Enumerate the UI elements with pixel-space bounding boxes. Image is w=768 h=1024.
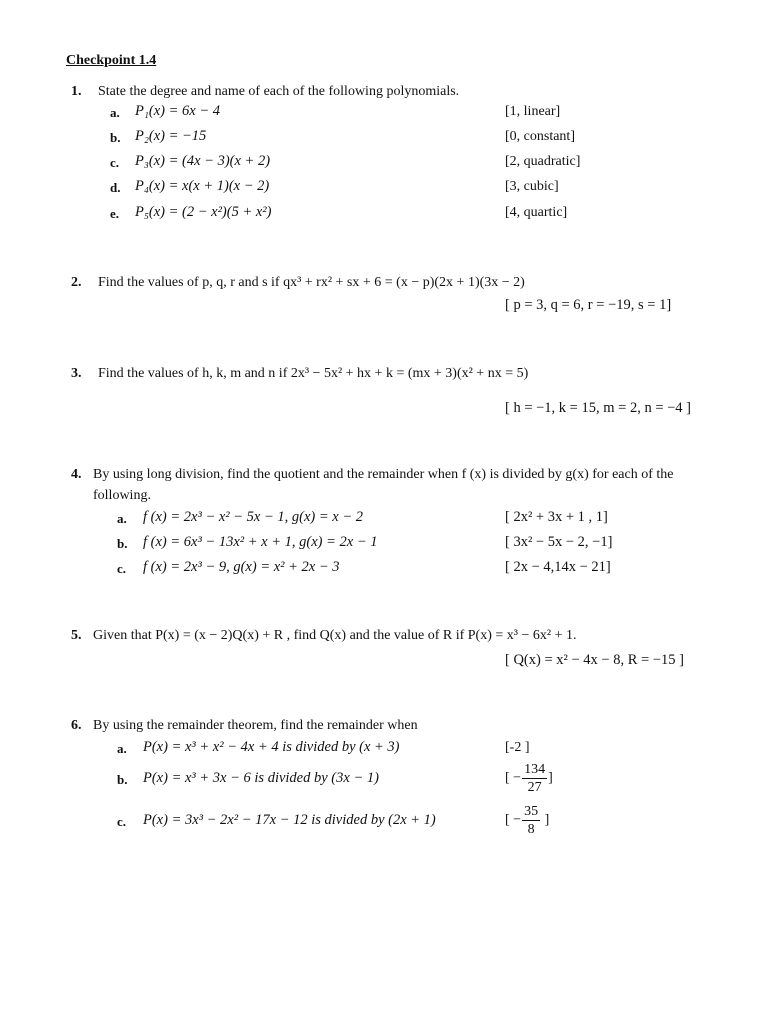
q6-text: By using the remainder theorem, find the remainder when [93, 718, 418, 733]
q3-text: Find the values of h, k, m and n if 2x³ − 5x² + hx + k = (mx + 3)(x² + nx = 5) [98, 366, 529, 381]
q1-text: State the degree and name of each of the following polynomials. [98, 84, 460, 99]
q1e-expression: P₅(x) = (2 − x²)(5 + x²) [135, 204, 272, 220]
q6c-answer-denominator: 8 [527, 822, 535, 837]
q3-answer: [ h = −1, k = 15, m = 2, n = −4 ] [505, 400, 692, 416]
q1c-answer: [2, quadratic] [505, 154, 581, 169]
q1a-expression: P₁(x) = 6x − 4 [135, 103, 220, 119]
q6c-expression: P(x) = 3x³ − 2x² − 17x − 12 is divided by (2x + 1) [143, 812, 436, 828]
q2-text: Find the values of p, q, r and s if qx³ + rx² + sx + 6 = (x − p)(2x + 1)(3x − 2) [98, 275, 525, 290]
q1b-label: b. [110, 130, 121, 145]
q5-number: 5. [71, 628, 82, 643]
q1a-answer: [1, linear] [505, 104, 561, 119]
q6c-label: c. [117, 814, 127, 829]
q6b-answer-denominator: 27 [527, 780, 542, 795]
q6b-answer [505, 761, 553, 796]
q1c-label: c. [110, 155, 120, 170]
page-title: Checkpoint 1.4 [66, 53, 157, 68]
q1e-answer: [4, quartic] [505, 205, 568, 220]
q4b-answer: [ 3x² − 5x − 2, −1] [505, 534, 613, 550]
q6b-label: b. [117, 772, 128, 787]
q6c-answer-suffix: ] [541, 812, 550, 828]
q1b-expression: P₂(x) = −15 [135, 128, 207, 144]
q2-answer: [ p = 3, q = 6, r = −19, s = 1] [505, 297, 672, 313]
q6b-answer-numerator: 134 [524, 762, 546, 777]
q1d-expression: P₄(x) = x(x + 1)(x − 2) [135, 178, 270, 194]
q4a-expression: f (x) = 2x³ − x² − 5x − 1, g(x) = x − 2 [143, 509, 363, 525]
q4c-label: c. [117, 561, 127, 576]
q4c-expression: f (x) = 2x³ − 9, g(x) = x² + 2x − 3 [143, 559, 340, 575]
q6c-answer-fraction [522, 803, 540, 838]
q1a-label: a. [110, 105, 120, 120]
q6a-label: a. [117, 741, 127, 756]
q4a-answer: [ 2x² + 3x + 1 , 1] [505, 509, 608, 525]
q6-number: 6. [71, 718, 82, 733]
q6a-answer: [-2 ] [505, 740, 530, 755]
q6a-expression: P(x) = x³ + x² − 4x + 4 is divided by (x + 3) [143, 739, 400, 755]
q1c-expression: P₃(x) = (4x − 3)(x + 2) [135, 153, 271, 169]
q4-text-line1: By using long division, find the quotient and the remainder when f (x) is divided by g(x) for each of the [93, 467, 674, 482]
q4c-answer: [ 2x − 4,14x − 21] [505, 559, 611, 575]
q6c-answer-prefix: [ − [505, 812, 522, 828]
q1b-answer: [0, constant] [505, 129, 575, 144]
q4a-label: a. [117, 511, 127, 526]
q6c-answer [505, 803, 549, 838]
q3-number: 3. [71, 366, 82, 381]
q5-answer: [ Q(x) = x² − 4x − 8, R = −15 ] [505, 652, 684, 668]
q4b-expression: f (x) = 6x³ − 13x² + x + 1, g(x) = 2x − 1 [143, 534, 378, 550]
q6b-answer-fraction [522, 761, 547, 796]
q1d-label: d. [110, 180, 121, 195]
q1d-answer: [3, cubic] [505, 179, 559, 194]
q6c-answer-numerator: 35 [524, 804, 539, 819]
q1e-label: e. [110, 206, 120, 221]
q4-text-line2: following. [93, 488, 151, 503]
q5-text: Given that P(x) = (x − 2)Q(x) + R , find Q(x) and the value of R if P(x) = x³ − 6x² + 1. [93, 628, 577, 643]
q1-number: 1. [71, 84, 82, 99]
q2-number: 2. [71, 275, 82, 290]
q6b-answer-prefix: [ − [505, 770, 522, 786]
q4-number: 4. [71, 467, 82, 482]
q4b-label: b. [117, 536, 128, 551]
q6b-answer-suffix: ] [548, 770, 553, 786]
q6b-expression: P(x) = x³ + 3x − 6 is divided by (3x − 1) [143, 770, 379, 786]
